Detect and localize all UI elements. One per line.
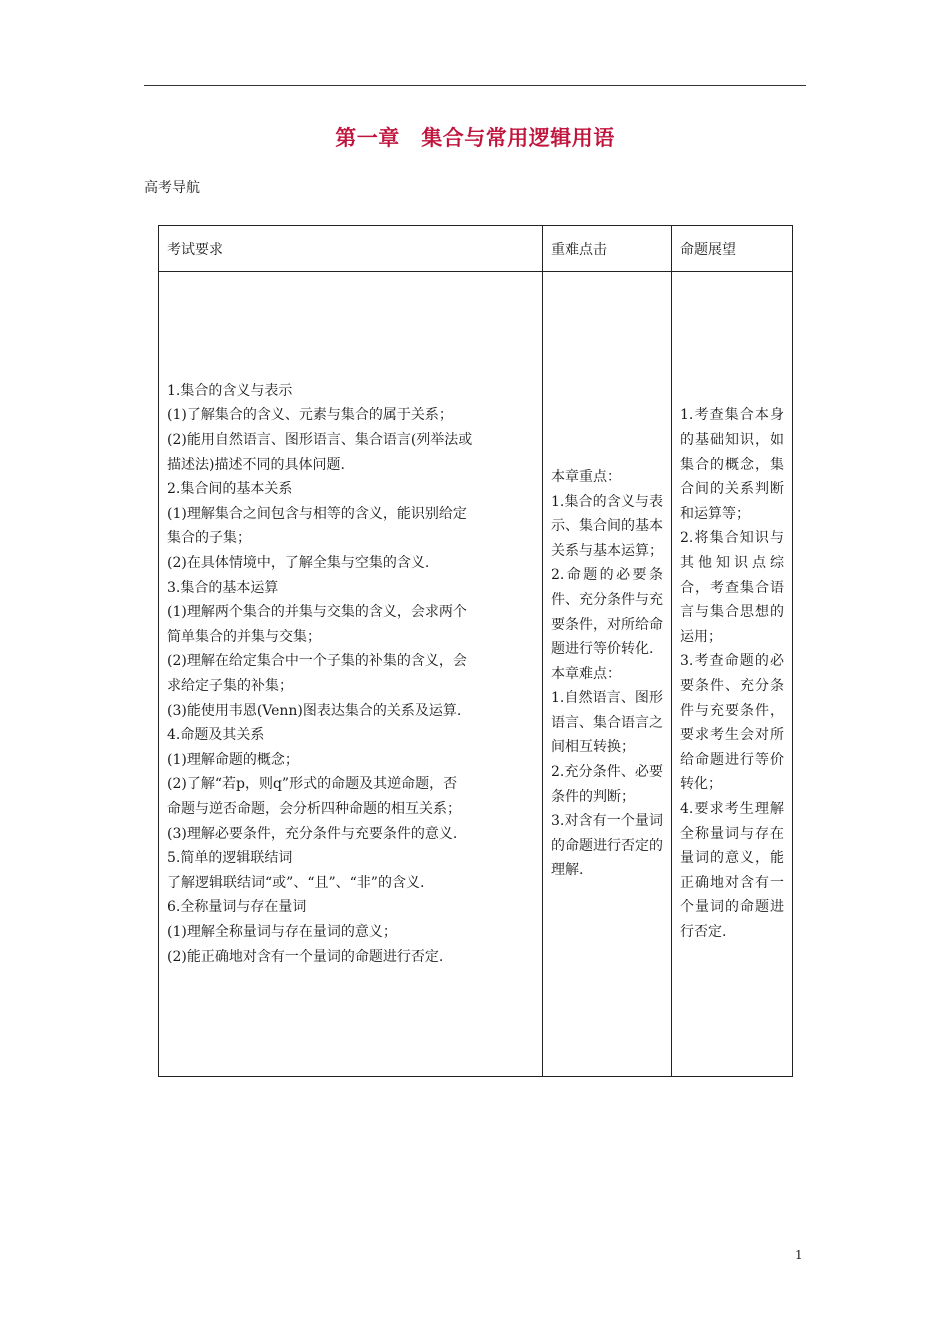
key-point-item: 2.命题的必要条件、充分条件与充要条件，对所给命题进行等价转化. xyxy=(551,567,663,658)
requirement-line: (1)理解两个集合的并集与交集的含义，会求两个 xyxy=(167,604,467,621)
requirement-line: (1)理解命题的概念； xyxy=(167,751,299,768)
requirement-line: (3)理解必要条件，充分条件与充要条件的意义. xyxy=(167,825,458,842)
requirement-line: 6.全称量词与存在量词 xyxy=(167,899,307,916)
outlook-item: 2.将集合知识与其他知识点综合，考查集合语言与集合思想的运用； xyxy=(680,530,784,645)
requirement-line: 4.命题及其关系 xyxy=(167,727,265,744)
requirement-line: 命题与逆否命题，会分析四种命题的相互关系； xyxy=(167,800,461,817)
key-point-item: 本章重点： xyxy=(551,468,621,485)
outlook-item: 3.考查命题的必要条件、充分条件与充要条件，要求考生会对所给命题进行等价转化； xyxy=(680,653,784,793)
requirement-line: 描述法)描述不同的具体问题. xyxy=(167,456,345,473)
outlook-item: 1.考查集合本身的基础知识，如集合的概念，集合间的关系判断和运算等； xyxy=(680,407,784,522)
key-point-item: 1.集合的含义与表示、集合间的基本关系与基本运算； xyxy=(551,493,663,559)
requirement-line: 1.集合的含义与表示 xyxy=(167,382,293,399)
outlook-item: 4.要求考生理解全称量词与存在量词的意义，能正确地对含有一个量词的命题进行否定. xyxy=(680,800,784,940)
requirement-line: (2)能正确地对含有一个量词的命题进行否定. xyxy=(167,948,444,965)
exam-guide-table xyxy=(158,225,793,1077)
requirement-line: 集合的子集； xyxy=(167,530,251,547)
requirement-line: 3.集合的基本运算 xyxy=(167,579,279,596)
requirement-line: (2)理解在给定集合中一个子集的补集的含义，会 xyxy=(167,653,467,670)
requirement-line: 2.集合间的基本关系 xyxy=(167,481,293,498)
requirement-line: 了解逻辑联结词“或”、“且”、“非”的含义. xyxy=(167,874,425,891)
key-points-cell xyxy=(543,272,672,1077)
requirement-line: (2)能用自然语言、图形语言、集合语言(列举法或 xyxy=(167,432,473,449)
section-label: 高考导航 xyxy=(144,180,200,196)
requirement-line: (2)在具体情境中，了解全集与空集的含义. xyxy=(167,555,430,572)
requirement-line: (2)了解“若p，则q”形式的命题及其逆命题，否 xyxy=(167,776,458,793)
table-row xyxy=(159,272,793,1077)
header-outlook: 命题展望 xyxy=(672,226,793,272)
outlook-cell xyxy=(672,272,793,1077)
key-point-item: 3.对含有一个量词的命题进行否定的理解. xyxy=(551,813,663,879)
chapter-title: 第一章 集合与常用逻辑用语 xyxy=(335,126,615,150)
key-point-item: 1.自然语言、图形语言、集合语言之间相互转换； xyxy=(551,690,663,756)
header-requirements: 考试要求 xyxy=(159,226,543,272)
requirement-line: (1)理解集合之间包含与相等的含义，能识别给定 xyxy=(167,505,467,522)
header-key-points: 重难点击 xyxy=(543,226,672,272)
requirements-cell xyxy=(159,272,543,1077)
requirement-line: (1)了解集合的含义、元素与集合的属于关系； xyxy=(167,407,453,424)
requirement-line: 求给定子集的补集； xyxy=(167,678,293,694)
requirement-line: (3)能使用韦恩(Venn)图表达集合的关系及运算. xyxy=(167,702,462,719)
table-header-row xyxy=(159,226,793,272)
requirement-line: 5.简单的逻辑联结词 xyxy=(167,850,293,867)
page-number: 1 xyxy=(795,1248,803,1262)
header-rule xyxy=(144,85,806,86)
requirement-line: (1)理解全称量词与存在量词的意义； xyxy=(167,923,397,940)
key-point-item: 本章难点： xyxy=(551,665,621,682)
requirement-line: 简单集合的并集与交集； xyxy=(167,628,321,645)
key-point-item: 2.充分条件、必要条件的判断； xyxy=(551,764,663,805)
